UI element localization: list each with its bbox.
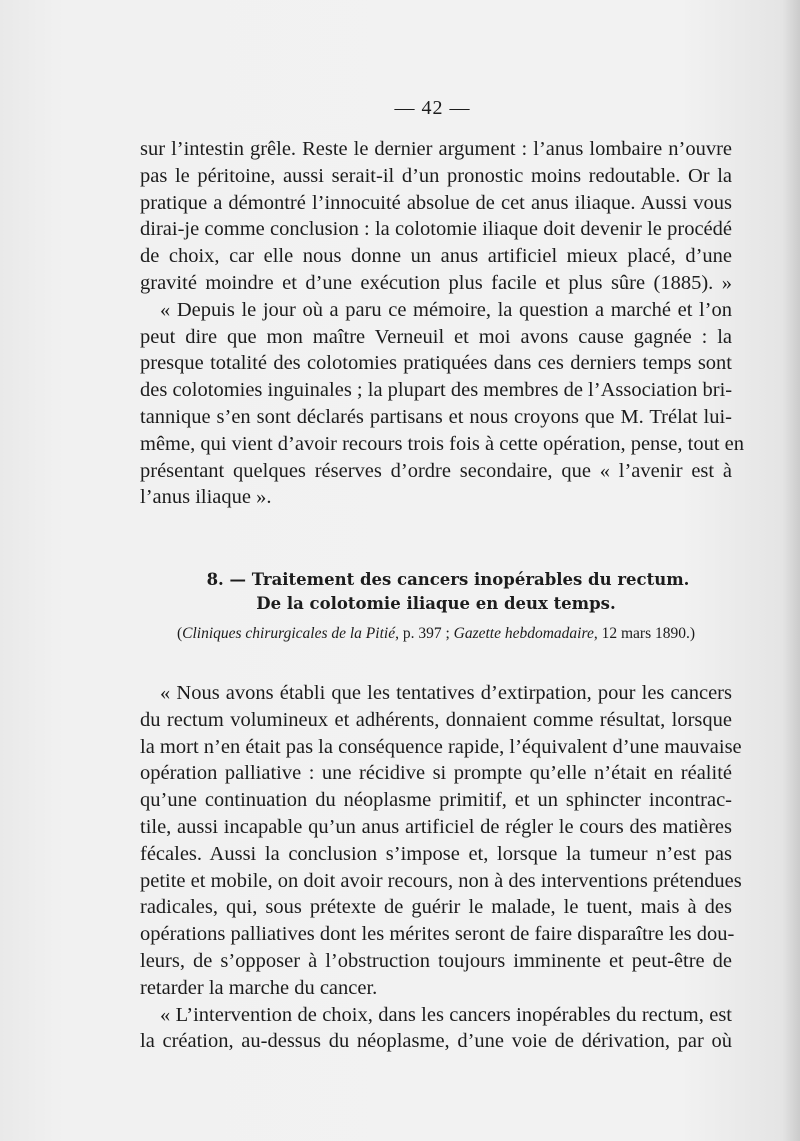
text-line: du rectum volumineux et adhérents, donnaient comme résultat, lorsque <box>140 708 732 731</box>
text-line: retarder la marche du cancer. <box>140 976 378 999</box>
citation-date: , 12 mars 1890. <box>593 625 690 642</box>
text-line: la création, au-dessus du néoplasme, d’une voie de dérivation, par où <box>140 1030 732 1053</box>
text-line: dirai-je comme conclusion : la colotomie iliaque doit devenir le procédé <box>140 218 732 241</box>
text-line: gravité moindre et d’une exécution plus facile et plus sûre (1885). » <box>140 271 732 294</box>
text-block-top <box>140 136 744 511</box>
text-line: leurs, de s’opposer à l’obstruction toujours imminente et peut-être de <box>140 949 732 972</box>
page-number: — 42 — <box>394 97 471 119</box>
section-heading <box>140 568 732 616</box>
section-citation: (Cliniques chirurgicales de la Pitié, p. 397 ; Gazette hebdomadaire, 12 mars 1890.) <box>176 625 696 642</box>
section-title-line-2: De la colotomie iliaque en deux temps. <box>256 594 616 613</box>
text-line: pas le péritoine, aussi serait-il d’un pronostic moins redoutable. Or la <box>140 164 732 187</box>
text-line: fécales. Aussi la conclusion s’impose et, lorsque la tumeur n’est pas <box>140 842 732 865</box>
text-line: radicales, qui, sous prétexte de guérir le malade, le tuent, mais à des <box>140 896 732 919</box>
text-line: opération palliative : une récidive si prompte qu’elle n’était en réalité <box>140 762 732 785</box>
text-line: tile, aussi incapable qu’un anus artificiel de régler le cours des matières <box>140 815 732 838</box>
text-line: opérations palliatives dont les mérites seront de faire disparaître les dou- <box>140 923 735 946</box>
text-line: la mort n’en était pas la conséquence rapide, l’équivalent d’une mauvaise <box>140 735 742 758</box>
text-line: même, qui vient d’avoir recours trois fois à cette opération, pense, tout en <box>140 432 744 455</box>
text-line: de choix, car elle nous donne un anus artificiel mieux placé, d’une <box>140 245 732 268</box>
text-block-bottom <box>140 680 742 1055</box>
page-edge-shadow <box>782 0 800 1141</box>
section-title-line-1: 8. — Traitement des cancers inopérables du rectum. <box>206 570 690 589</box>
text-line: tannique s’en sont déclarés partisans et nous croyons que M. Trélat lui- <box>140 405 732 428</box>
text-line: qu’une continuation du néoplasme primitif, et un sphincter incontrac- <box>140 789 732 812</box>
text-line: sur l’intestin grêle. Reste le dernier argument : l’anus lombaire n’ouvre <box>140 138 732 160</box>
text-line: « Nous avons établi que les tentatives d’extirpation, pour les cancers <box>160 682 732 704</box>
text-line: des colotomies inguinales ; la plupart des membres de l’Association bri- <box>140 379 733 402</box>
text-line: l’anus iliaque ». <box>140 486 272 509</box>
text-line: pratique a démontré l’innocuité absolue de cet anus iliaque. Aussi vous <box>140 191 732 214</box>
text-line: « L’intervention de choix, dans les cancers inopérables du rectum, est <box>160 1003 732 1026</box>
text-line: peut dire que mon maître Verneuil et moi avons cause gagnée : la <box>140 325 732 348</box>
text-line: « Depuis le jour où a paru ce mémoire, la question a marché et l’on <box>160 298 732 321</box>
citation-page: , p. 397 ; <box>395 625 454 642</box>
text-line: présentant quelques réserves d’ordre secondaire, que « l’avenir est à <box>140 459 732 482</box>
citation-source-2: Gazette hebdomadaire <box>453 625 594 642</box>
text-line: petite et mobile, on doit avoir recours, non à des interventions prétendues <box>140 869 742 892</box>
citation-source-1: Cliniques chirurgicales de la Pitié <box>182 625 396 642</box>
text-line: presque totalité des colotomies pratiquées dans ces derniers temps sont <box>140 352 732 375</box>
